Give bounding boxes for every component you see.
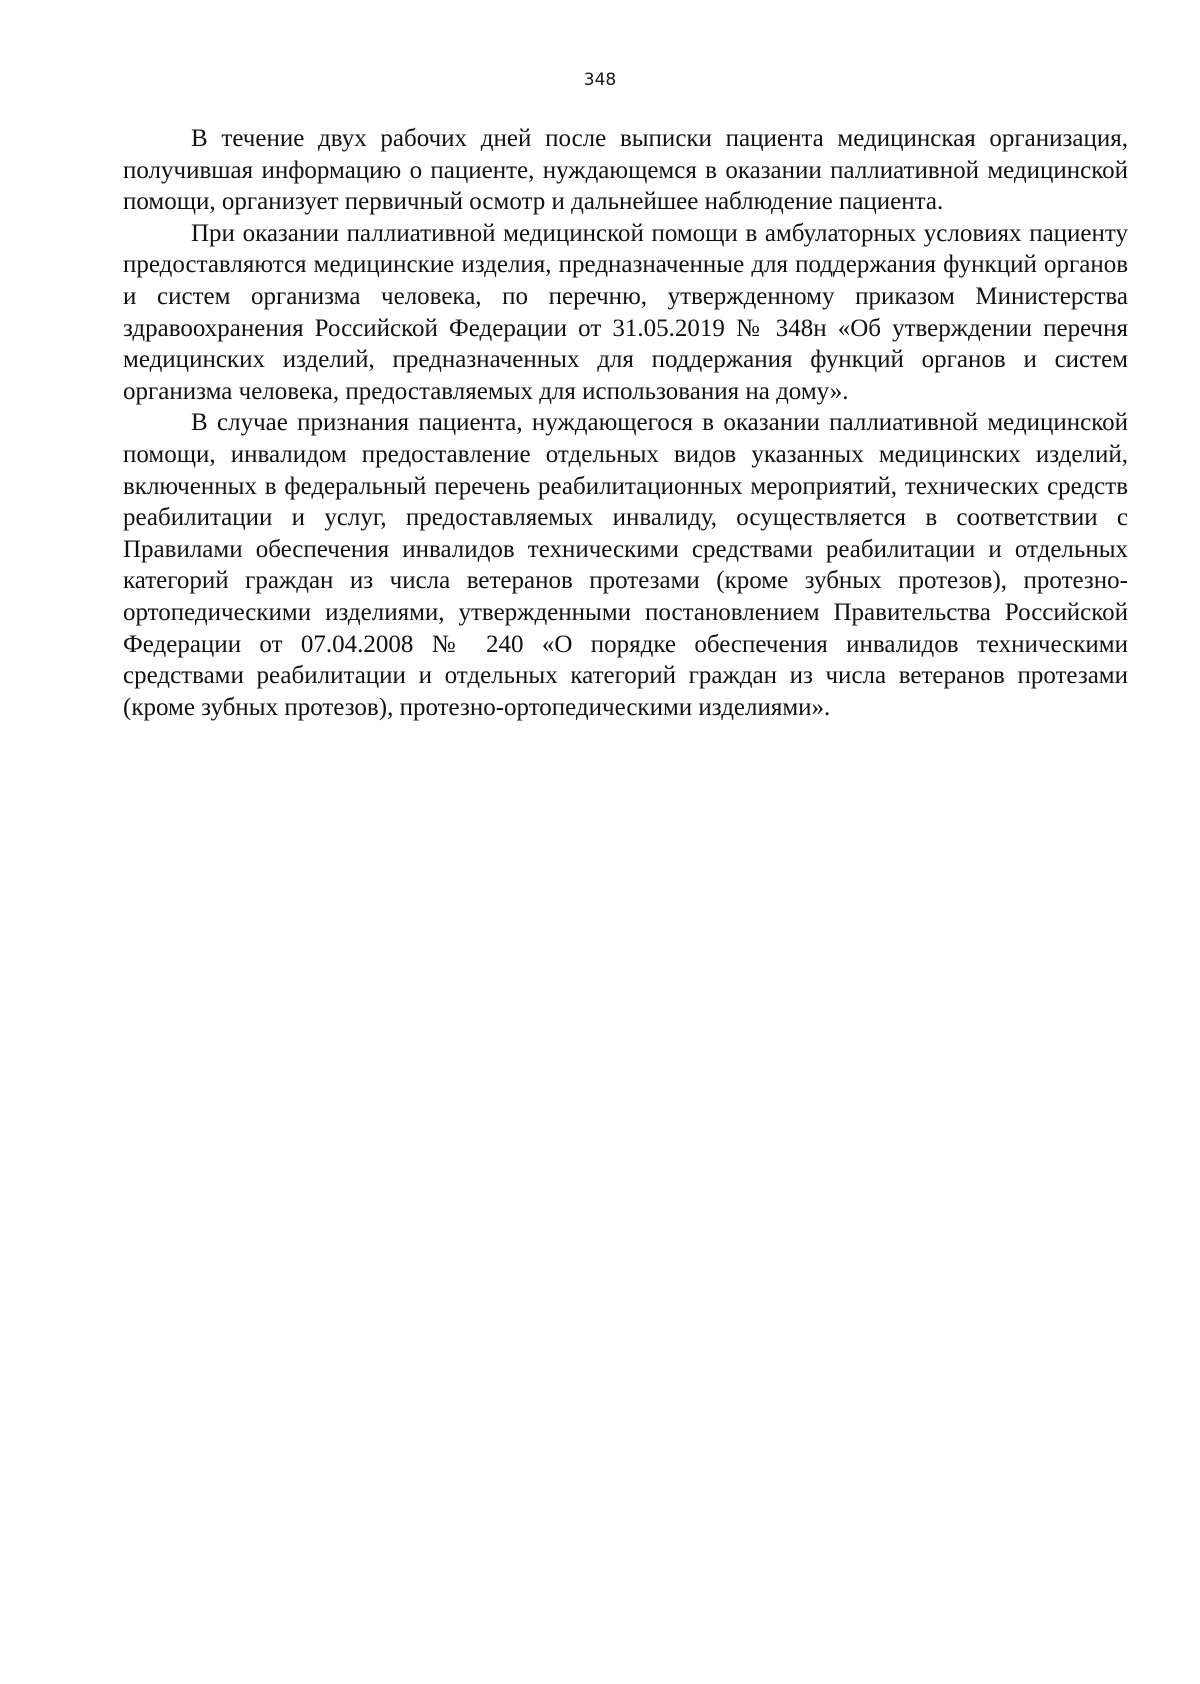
document-body <box>123 123 1128 723</box>
paragraph-disabled-patients: В случае признания пациента, нуждающегося в оказании паллиативной медицинской помощи, инвалидом предоставление отдельных видов указанных медицинских изделий, включенных в федеральный перечень реабилитационных мероприятий, технических средств реабилитации и услуг, предоставляемых инвалиду, осуществляется в соответствии с Правилами обеспечения инвалидов техническими средствами реабилитации и отдельных категорий граждан из числа ветеранов протезами (кроме зубных протезов), протезно-ортопедическими изделиями, утвержденными постановлением Правительства Российской Федерации от 07.04.2008 № 240 «О порядке обеспечения инвалидов техническими средствами реабилитации и отдельных категорий граждан из числа ветеранов протезами (кроме зубных протезов), протезно-ортопедическими изделиями». <box>123 409 1128 721</box>
paragraph-medical-devices: При оказании паллиативной медицинской помощи в амбулаторных условиях пациенту предоставляются медицинские изделия, предназначенные для поддержания функций органов и систем организма человека, по перечню, утвержденному приказом Министерства здравоохранения Российской Федерации от 31.05.2019 № 348н «Об утверждении перечня медицинских изделий, предназначенных для поддержания функций органов и систем организма человека, предоставляемых для использования на дому». <box>123 219 1128 405</box>
paragraph-discharge-observation: В течение двух рабочих дней после выписки пациента медицинская организация, получившая информацию о пациенте, нуждающемся в оказании паллиативной медицинской помощи, организует первичный осмотр и дальнейшее наблюдение пациента. <box>123 125 1128 216</box>
page-number: 348 <box>583 70 617 90</box>
